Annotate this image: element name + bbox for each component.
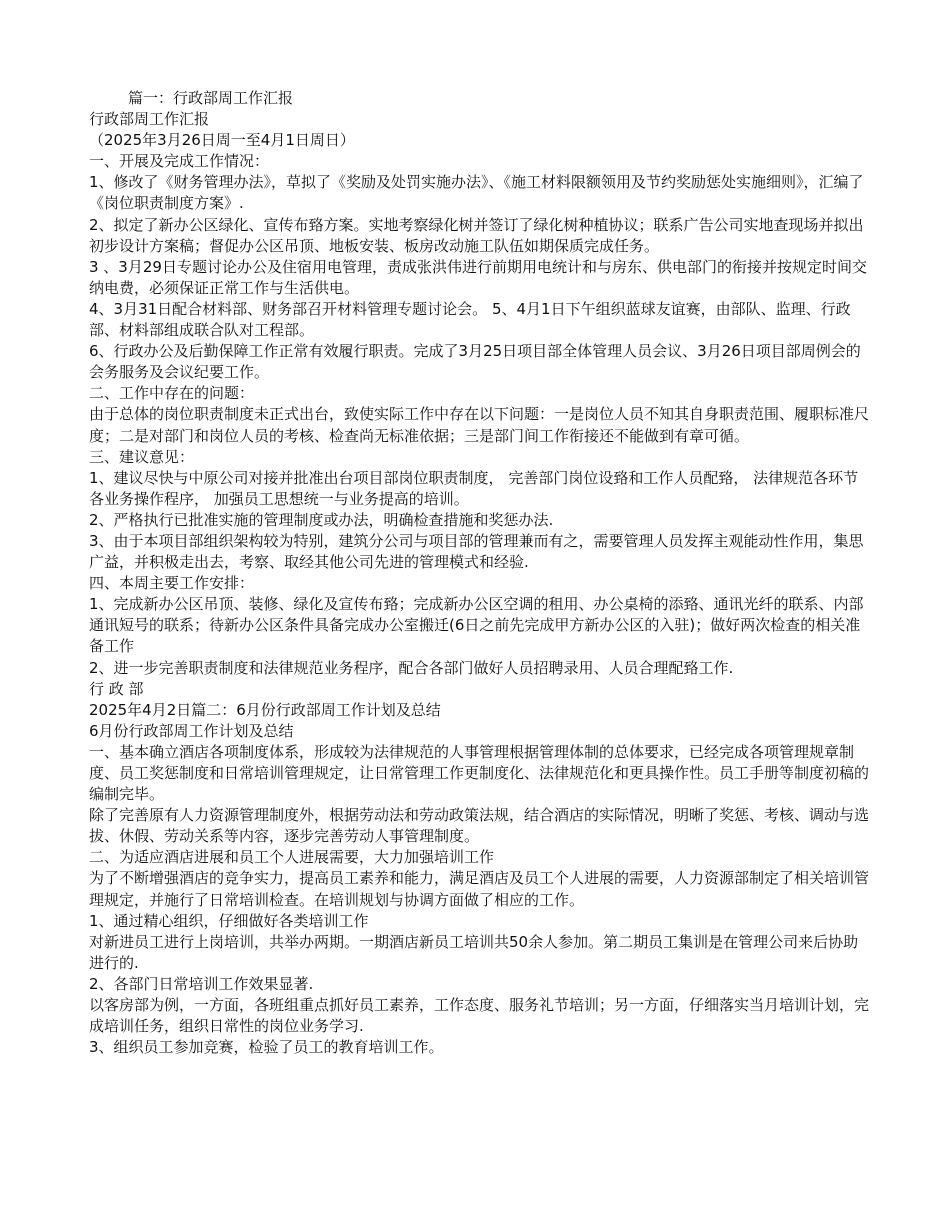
subheading: 三、建议意见： [89,447,195,466]
paragraph: 以客房部为例，一方面，各班组重点抓好员工素养，工作态度、服务礼节培训；另一方面，仔细落实当月培训计划，完成培训任务，组织日常性的岗位业务学习. [89,996,870,1036]
subheading: 2、各部门日常培训工作效果显著. [89,974,314,993]
paragraph: 为了不断增强酒店的竞争实力，提高员工素养和能力，满足酒店及员工个人进展的需要，人力资源部制定了相关培训管理规定，并施行了日常培训检查。在培训规划与协调方面做了相应的工作。 [89,869,870,909]
paragraph: 2、拟定了新办公区绿化、宣传布臵方案。实地考察绿化树并签订了绿化树种植协议；联系广告公司实地查现场并拟出初步设计方案稿；督促办公区吊顶、地板安装、板房改动施工队伍如期保质完成任务。 [89,215,864,255]
paragraph: 1、建议尽快与中原公司对接并批准出台项目部岗位职责制度， 完善部门岗位设臵和工作人员配臵， 法律规范各环节各业务操作程序， 加强员工思想统一与业务提高的培训。 [89,468,859,508]
subheading: 二、工作中存在的问题： [89,384,255,403]
paragraph: 除了完善原有人力资源管理制度外，根据劳动法和劳动政策法规，结合酒店的实际情况，明晰了奖惩、考核、调动与选拔、休假、劳动关系等内容，逐步完善劳动人事管理制度。 [89,806,870,846]
document-title: 6月份行政部周工作计划及总结 [89,721,294,740]
document-title: 行政部周工作汇报 [89,110,210,129]
paragraph: 1、完成新办公区吊顶、装修、绿化及宣传布臵；完成新办公区空调的租用、办公桌椅的添臵、通讯光纤的联系、内部通讯短号的联系；待新办公区条件具备完成办公室搬迁(6日之前先完成甲方新办公区的入驻)；做好两次检查的相关准备工作 [89,595,864,656]
paragraph: 4、3月31日配合材料部、财务部召开材料管理专题讨论会。 5、4月1日下午组织蓝球友谊赛，由部队、监理、行政部、材料部组成联合队对工程部。 [89,299,851,340]
paragraph: 一、基本确立酒店各项制度体系，形成较为法律规范的人事管理根据管理体制的总体要求，已经完成各项管理规章制度、员工奖惩制度和日常培训管理规定，让日常管理工作更制度化、法律规范化和更具操作性。员工手册等制度初稿的编制完毕。 [89,742,870,804]
paragraph: 1、修改了《财务管理办法》，草拟了《奖励及处罚实施办法》、《施工材料限额领用及节约奖励惩处实施细则》，汇编了《岗位职责制度方案》. [89,173,864,213]
paragraph: 对新进员工进行上岗培训，共举办两期。一期酒店新员工培训共50余人参加。第二期员工集训是在管理公司来后协助进行的. [89,932,859,972]
subheading: 四、本周主要工作安排： [89,574,255,593]
paragraph: 由于总体的岗位职责制度未正式出台，致使实际工作中存在以下问题：一是岗位人员不知其自身职责范围、履职标准尺度；二是对部门和岗位人员的考核、检查尚无标准依据；三是部门间工作衔接还不能做到有章可循。 [89,405,870,445]
signature-date: 2025年4月2日篇二：6月份行政部周工作计划及总结 [89,700,441,719]
date-range: （2025年3月26日周一至4月1日周日） [89,131,355,150]
subheading: 一、开展及完成工作情况： [89,152,270,171]
subheading: 1、通过精心组织，仔细做好各类培训工作 [89,911,369,930]
paragraph: 2、严格执行已批准实施的管理制度或办法，明确检查措施和奖惩办法. [89,510,554,529]
signature-department: 行 政 部 [89,679,144,698]
paragraph: 3 、3月29日专题讨论办公及住宿用电管理，责成张洪伟进行前期用电统计和与房东、供电部门的衔接并按规定时间交纳电费，必须保证正常工作与生活供电。 [89,257,867,297]
paragraph: 2、进一步完善职责制度和法律规范业务程序，配合各部门做好人员招聘录用、人员合理配臵工作. [89,658,734,677]
paragraph: 6、行政办公及后勤保障工作正常有效履行职责。完成了3月25日项目部全体管理人员会议、3月26日项目部周例会的会务服务及会议纪要工作。 [89,342,861,382]
subheading: 二、为适应酒店进展和员工个人进展需要，大力加强培训工作 [89,848,495,867]
subheading: 3、组织员工参加竞赛，检验了员工的教育培训工作。 [89,1038,444,1057]
section-heading: 篇一：行政部周工作汇报 [128,89,294,107]
paragraph: 3、由于本项目部组织架构较为特别，建筑分公司与项目部的管理兼而有之，需要管理人员发挥主观能动性作用，集思广益，并积极走出去，考察、取经其他公司先进的管理模式和经验. [89,531,864,572]
